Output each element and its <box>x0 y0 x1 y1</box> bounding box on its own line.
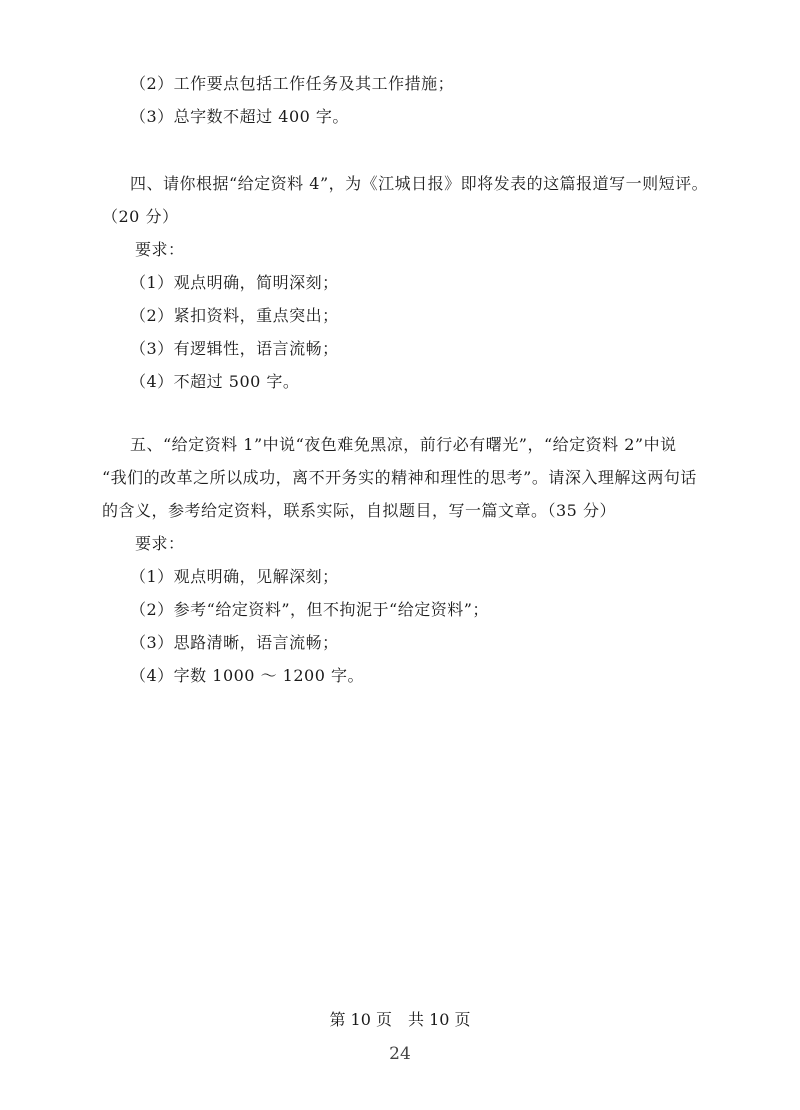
s5-question-line-2: “我们的改革之所以成功，离不开务实的精神和理性的思考”。请深入理解这两句话 <box>102 468 697 487</box>
s4-req-4: （4）不超过 500 字。 <box>130 372 300 391</box>
page-info-footer: 第 10 页 共 10 页 <box>329 1010 471 1029</box>
s4-req-1: （1）观点明确，简明深刻； <box>130 273 339 292</box>
s3-item-3: （3）总字数不超过 400 字。 <box>130 107 349 126</box>
page-number: 24 <box>389 1044 411 1064</box>
s4-question-line-1: 四、请你根据“给定资料 4”，为《江城日报》即将发表的这篇报道写一则短评。 <box>130 174 709 193</box>
s4-req-3: （3）有逻辑性，语言流畅； <box>130 339 339 358</box>
s5-requirements-heading: 要求： <box>135 534 185 553</box>
s5-req-1: （1）观点明确，见解深刻； <box>130 567 339 586</box>
s3-item-2: （2）工作要点包括工作任务及其工作措施； <box>130 74 455 93</box>
s5-question-line-1: 五、“给定资料 1”中说“夜色难免黑凉，前行必有曙光”，“给定资料 2”中说 <box>130 435 677 454</box>
s4-req-2: （2）紧扣资料，重点突出； <box>130 306 339 325</box>
s5-req-2: （2）参考“给定资料”，但不拘泥于“给定资料”； <box>130 600 489 619</box>
s5-question-line-3: 的含义，参考给定资料，联系实际，自拟题目，写一篇文章。（35 分） <box>102 501 616 520</box>
s4-question-line-2: （20 分） <box>102 207 179 226</box>
s4-requirements-heading: 要求： <box>135 240 185 259</box>
s5-req-4: （4）字数 1000 ～ 1200 字。 <box>130 666 364 685</box>
s5-req-3: （3）思路清晰，语言流畅； <box>130 633 339 652</box>
